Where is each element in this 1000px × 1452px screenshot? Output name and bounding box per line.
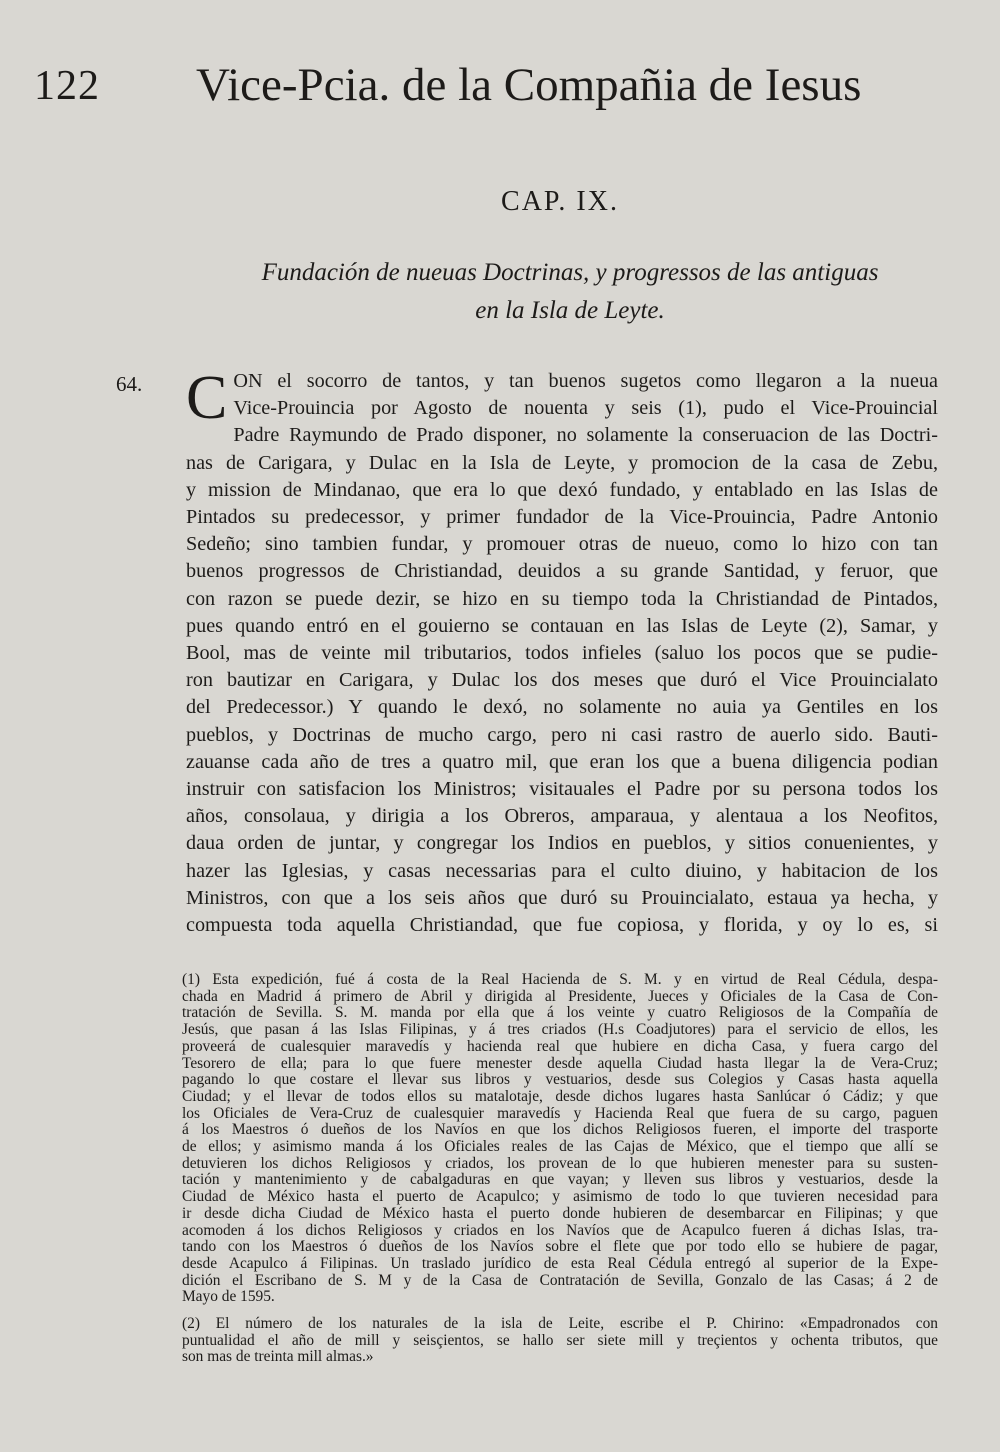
text-line: (1) Esta expedición, fué á costa de la Real Hacienda de S. M. y en virtud de Real Cédula, despa-	[182, 971, 938, 988]
running-title: Vice-Pcia. de la Compañia de Iesus	[196, 59, 862, 111]
text-line: tratación de Sevilla. S. M. manda por ella que á los veinte y cuatro Religiosos de la Compañía de	[182, 1004, 938, 1022]
text-line: nas de Carigara, y Dulac en la Isla de Leyte, y promocion de la casa de Zebu,	[186, 451, 938, 474]
subtitle-line: en la Isla de Leyte.	[475, 297, 665, 324]
paragraph-number: 64.	[116, 372, 143, 396]
text-line: ON el socorro de tantos, y tan buenos sugetos como llegaron a la nueua	[233, 370, 938, 392]
subtitle-line: Fundación de nueuas Doctrinas, y progressos de las antiguas	[261, 259, 879, 286]
text-line: desde Acapulco á Filipinas. Un traslado jurídico de esta Real Cédula entregó al superior de la Expe-	[182, 1254, 938, 1272]
text-line: de ellos; y asimismo manda á los Oficiales reales de las Cajas de México, que el tiempo que allí se	[182, 1138, 938, 1156]
text-line: buenos progressos de Christiandad, deuidos a su grande Santidad, y feruor, que	[186, 560, 938, 583]
text-line: á los Maestros ó dueños de los Navíos en que los dichos Religiosos fueren, el importe del trasporte	[182, 1121, 938, 1139]
chapter-heading: CAP. IX.	[501, 186, 619, 217]
text-line: Padre Raymundo de Prado disponer, no solamente la conseruacion de las Doctri-	[233, 424, 938, 447]
text-line: pueblos, y Doctrinas de mucho cargo, pero ni casi rastro de auerlo sido. Bauti-	[186, 723, 938, 746]
text-line: tando con los Maestros ó dueños de los Navíos sobre el flete que por todo ello se hubiere de pagar,	[182, 1238, 938, 1256]
text-line: años, consolaua, y dirigia a los Obreros, amparaua, y alentaua a los Neofitos,	[186, 805, 938, 828]
text-line: Sedeño; sino tambien fundar, y promouer otras de nueuo, como lo hizo con tan	[186, 533, 938, 556]
text-line: daua orden de juntar, y congregar los Indios en pueblos, y sitios conuenientes, y	[186, 832, 938, 855]
text-line: detuvieren los dichos Religiosos y criados, los provean de lo que hubieren menester para su susten-	[182, 1154, 938, 1172]
footnote-2	[182, 1316, 938, 1366]
footnotes	[182, 972, 938, 1366]
text-line: chada en Madrid á primero de Abril y dirigida al Presidente, Jueces y Oficiales de la Casa de Con-	[182, 987, 938, 1005]
text-line: Ciudad de México hasta el puerto de Acapulco; y asimismo de todo lo que tuvieren necesidad para	[182, 1188, 938, 1206]
text-line: ir desde dicha Ciudad de México hasta el puerto donde hubieren de desembarcar en Filipinas; y que	[182, 1204, 938, 1222]
text-line: Mayo de 1595.	[182, 1288, 275, 1306]
drop-cap: C	[186, 364, 228, 432]
text-line: del Predecessor.) Y quando le dexó, no solamente no auia ya Gentiles en los	[186, 696, 938, 719]
text-line: hazer las Iglesias, y casas necessarias para el culto diuino, y habitacion de los	[186, 859, 938, 882]
text-line: Ministros, con que a los seis años que duró su Prouincialato, estaua ya hecha, y	[186, 886, 938, 909]
text-line: y mission de Mindanao, que era lo que dexó fundado, y entablado en las Islas de	[186, 478, 938, 501]
text-line: tación y mantenimiento y de cabalgaduras en que vayan; y lleven sus libros y vestuarios, desde la	[182, 1171, 938, 1189]
footnote-1	[182, 972, 938, 1306]
text-line: zauanse cada año de tres a quatro mil, que eran los que a buena diligencia podian	[186, 750, 938, 773]
text-line: Ciudad; y el llevar de todos ellos su matalotaje, desde dichos lugares hasta Sanlúcar ó Cádiz; y que	[182, 1087, 938, 1105]
text-line: Vice-Prouincia por Agosto de nouenta y seis (1), pudo el Vice-Prouincial	[233, 397, 938, 420]
text-line: compuesta toda aquella Christiandad, que fue copiosa, y florida, y oy lo es, si	[186, 914, 938, 937]
text-line: los Oficiales de Vera-Cruz de cualesquier maravedís y Hacienda Real que fuera de su cargo, paguen	[182, 1104, 938, 1122]
chapter-subtitle	[180, 254, 960, 330]
text-line: Bool, mas de veinte mil tributarios, todos infieles (saluo los pocos que se pudie-	[186, 642, 938, 665]
text-line: pagando lo que costare el llevar sus libros y vestuarios, desde sus Colegios y Casas hasta aquella	[182, 1071, 938, 1089]
text-line: son mas de treinta mill almas.»	[182, 1348, 374, 1366]
text-line: puntualidad el año de mill y seisçientos, se hallo ser siete mill y treçientos y ochenta tributos, que	[182, 1331, 938, 1349]
text-line: proveerá de cualesquier maravedís y hacienda real que hubiere en dicha Casa, y fuera cargo del	[182, 1037, 938, 1055]
text-line: dición el Escribano de S. M y de la Casa de Contratación de Sevilla, Gonzalo de las Casas; á 2 de	[182, 1271, 938, 1289]
text-line: Jesús, que pasan á las Islas Filipinas, y á tres criados (H.s Coadjutores) para el servicio de ellos, les	[182, 1021, 938, 1039]
text-line: Pintados su predecessor, y primer fundador de la Vice-Prouincia, Padre Antonio	[186, 506, 938, 529]
text-line: pues quando entró en el gouierno se contauan en las Islas de Leyte (2), Samar, y	[186, 614, 938, 637]
text-line: Tesorero de ella; para lo que fuere menester desde aquella Ciudad hasta llegar la de Vera-Cruz;	[182, 1054, 938, 1072]
page-number: 122	[34, 63, 100, 109]
text-line: instruir con satisfacion los Ministros; visitauales el Padre por su persona todos los	[186, 778, 938, 801]
text-line: acomoden á los dichos Religiosos y criados en los Navíos que de Acapulco fueren á dichas Islas, tra-	[182, 1221, 938, 1239]
text-line: ron bautizar en Carigara, y Dulac los dos meses que duró el Vice Prouincialato	[186, 669, 938, 692]
text-line: (2) El número de los naturales de la isla de Leite, escribe el P. Chirino: «Empadronados con	[182, 1315, 938, 1333]
text-line: con razon se puede dezir, se hizo en su tiempo toda la Christiandad de Pintados,	[186, 587, 938, 610]
body-text	[186, 364, 938, 939]
